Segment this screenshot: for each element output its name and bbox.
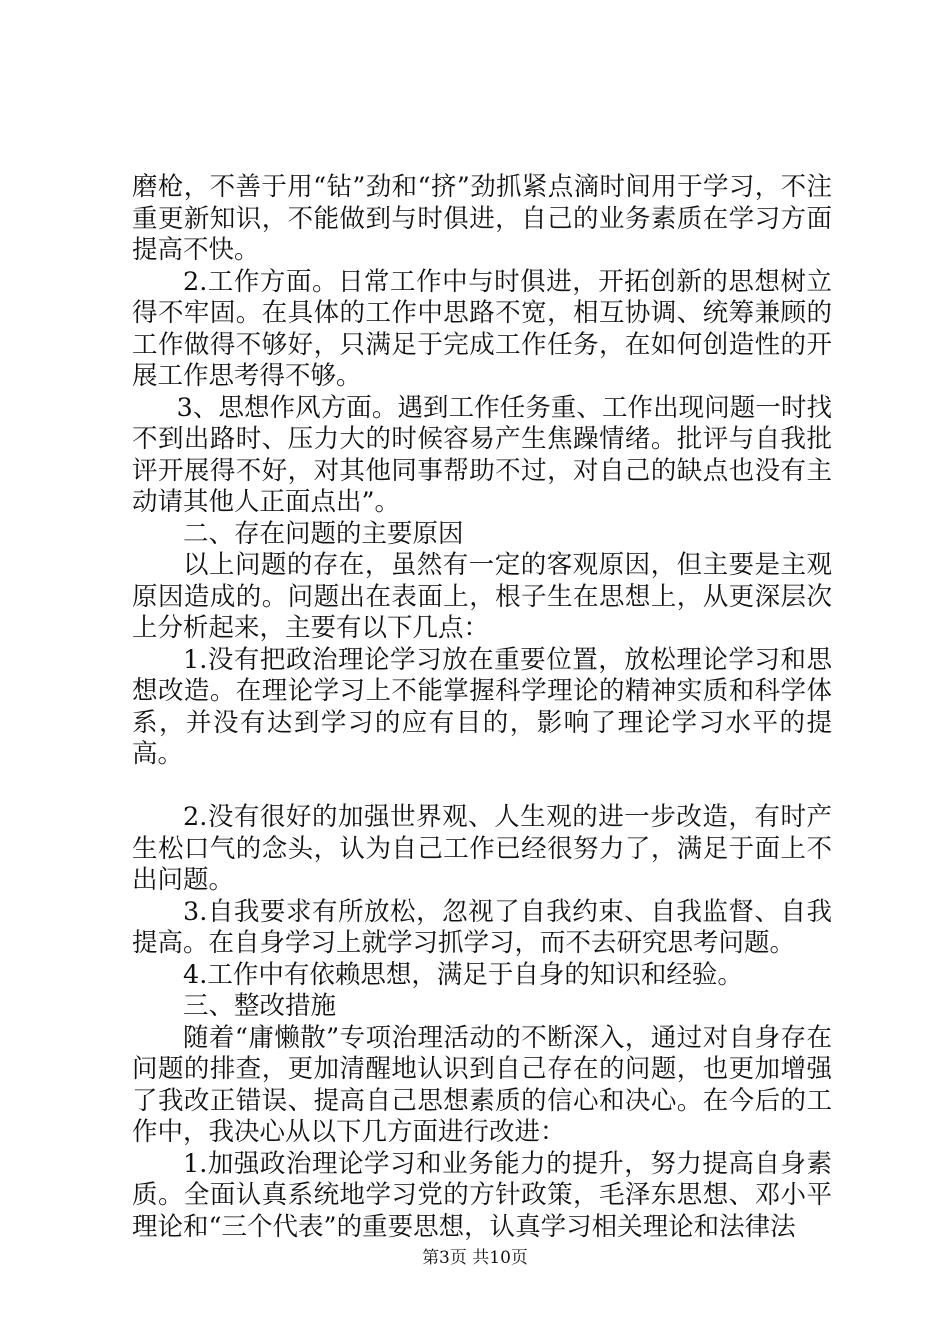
paragraph-thought-style: 3、思想作风方面。遇到工作任务重、工作出现问题一时找不到出路时、压力大的时候容易产生焦躁情绪。批评与自我批评开展得不好，对其他同事帮助不过，对自己的缺点也没有主动请其他人正面点出”。 — [132, 392, 832, 517]
paragraph-causes-intro: 以上问题的存在，虽然有一定的客观原因，但主要是主观原因造成的。问题出在表面上，根子生在思想上，从更深层次上分析起来，主要有以下几点： — [132, 550, 832, 643]
paragraph-cause-4: 4.工作中有依赖思想，满足于自身的知识和经验。 — [183, 959, 743, 990]
document-body — [132, 172, 832, 1243]
paragraph-measure-1: 1.加强政治理论学习和业务能力的提升，努力提高自身素质。全面认真系统地学习党的方针政策，毛泽东思想、邓小平理论和“三个代表”的重要思想，认真学习相关理论和法律法 — [132, 1148, 832, 1242]
blank-line — [132, 771, 832, 803]
section-heading-causes: 二、存在问题的主要原因 — [183, 518, 464, 549]
paragraph-cause-3: 3.自我要求有所放松，忽视了自我约束、自我监督、自我提高。在自身学习上就学习抓学习，而不去研究思考问题。 — [132, 896, 832, 958]
paragraph-work-aspect: 2.工作方面。日常工作中与时俱进，开拓创新的思想树立得不牢固。在具体的工作中思路不宽，相互协调、统筹兼顾的工作做得不够好，只满足于完成工作任务，在如何创造性的开展工作思考得不够。 — [132, 266, 832, 391]
paragraph-continued: 磨枪，不善于用“钻”劲和“挤”劲抓紧点滴时间用于学习，不注重更新知识，不能做到与时俱进，自己的业务素质在学习方面提高不快。 — [132, 172, 832, 265]
paragraph-measures-intro: 随着“庸懒散”专项治理活动的不断深入，通过对自身存在问题的排查，更加清醒地认识到自己存在的问题，也更加增强了我改正错误、提高自己思想素质的信心和决心。在今后的工作中，我决心从以下几方面进行改进： — [132, 1022, 832, 1147]
page-footer: 第3页 共10页 — [422, 1248, 528, 1268]
paragraph-cause-1: 1.没有把政治理论学习放在重要位置，放松理论学习和思想改造。在理论学习上不能掌握科学理论的精神实质和科学体系，并没有达到学习的应有目的，影响了理论学习水平的提高。 — [132, 644, 832, 769]
paragraph-cause-2: 2.没有很好的加强世界观、人生观的进一步改造，有时产生松口气的念头，认为自己工作已经很努力了，满足于面上不出问题。 — [132, 802, 832, 895]
section-heading-measures: 三、整改措施 — [183, 991, 337, 1021]
